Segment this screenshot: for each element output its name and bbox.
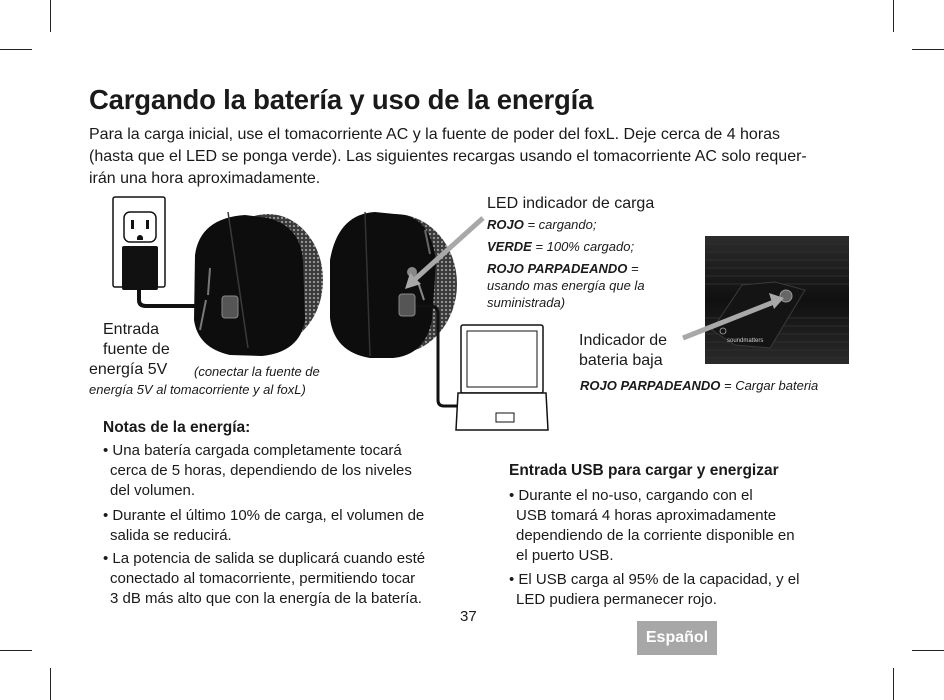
led-red-line xyxy=(487,216,596,233)
power-input-line-3: energía 5V xyxy=(89,361,168,378)
foxl-speaker-left-icon xyxy=(194,212,323,356)
led-red-key: ROJO xyxy=(487,217,524,232)
led-green-text: = 100% cargado; xyxy=(531,239,635,254)
low-battery-line-1: Indicador de xyxy=(579,332,668,349)
led-green-line xyxy=(487,238,634,255)
page-title: Cargando la batería y uso de la energía xyxy=(89,84,594,115)
led-indicator-title: LED indicador de carga xyxy=(487,195,655,212)
power-input-line-2: fuente de xyxy=(103,341,170,358)
low-battery-blink-text: = Cargar bateria xyxy=(720,378,819,393)
intro-line: Para la carga inicial, use el tomacorriente AC y la fuente de poder del foxL. Deje cerca de 4 horas xyxy=(89,126,781,143)
energy-note-item: • La potencia de salida se duplicará cuando esté conectado al tomacorriente, permitiendo tocar 3 dB más alto que con la energía de la batería. xyxy=(103,550,426,607)
led-blink-text: = xyxy=(627,261,639,276)
energy-note-item: • Una batería cargada completamente tocará cerca de 5 horas, dependiendo de los niveles del volumen. xyxy=(103,442,412,499)
led-red-text: = cargando; xyxy=(523,217,597,232)
power-input-note-1: (conectar la fuente de xyxy=(194,364,320,379)
energy-note-item: • Durante el último 10% de carga, el volumen de salida se reducirá. xyxy=(103,507,425,544)
power-input-note-2: energía 5V al tomacorriente y al foxL) xyxy=(89,382,306,397)
low-battery-line-2: bateria baja xyxy=(579,352,663,369)
language-tab: Español xyxy=(637,621,717,655)
led-green-key: VERDE xyxy=(487,239,532,254)
laptop-icon xyxy=(456,325,548,430)
low-battery-blink-line xyxy=(580,377,818,394)
led-blink-key: ROJO PARPADEANDO xyxy=(487,261,628,276)
power-input-line-1: Entrada xyxy=(103,321,160,338)
led-blink-line-3: suministrada) xyxy=(487,295,566,310)
usb-notes-title: Entrada USB para cargar y energizar xyxy=(509,462,779,479)
low-battery-blink-key: ROJO PARPADEANDO xyxy=(580,378,721,393)
page-number: 37 xyxy=(460,608,477,625)
speaker-logo-text: soundmatters xyxy=(727,338,764,344)
usb-note-item: • El USB carga al 95% de la capacidad, y el LED pudiera permanecer rojo. xyxy=(509,571,800,608)
led-blink-line-2: usando mas energía que la xyxy=(487,278,645,293)
usb-note-item: • Durante el no-uso, cargando con el USB tomará 4 horas aproximadamente dependiendo de la corriente disponible en el puerto USB. xyxy=(509,487,795,564)
intro-line: (hasta que el LED se ponga verde). Las siguientes recargas usando el tomacorriente AC solo requer- xyxy=(89,148,807,165)
intro-line: irán una hora aproximadamente. xyxy=(89,170,321,187)
energy-notes-title: Notas de la energía: xyxy=(103,419,251,436)
led-blink-line xyxy=(487,260,639,277)
